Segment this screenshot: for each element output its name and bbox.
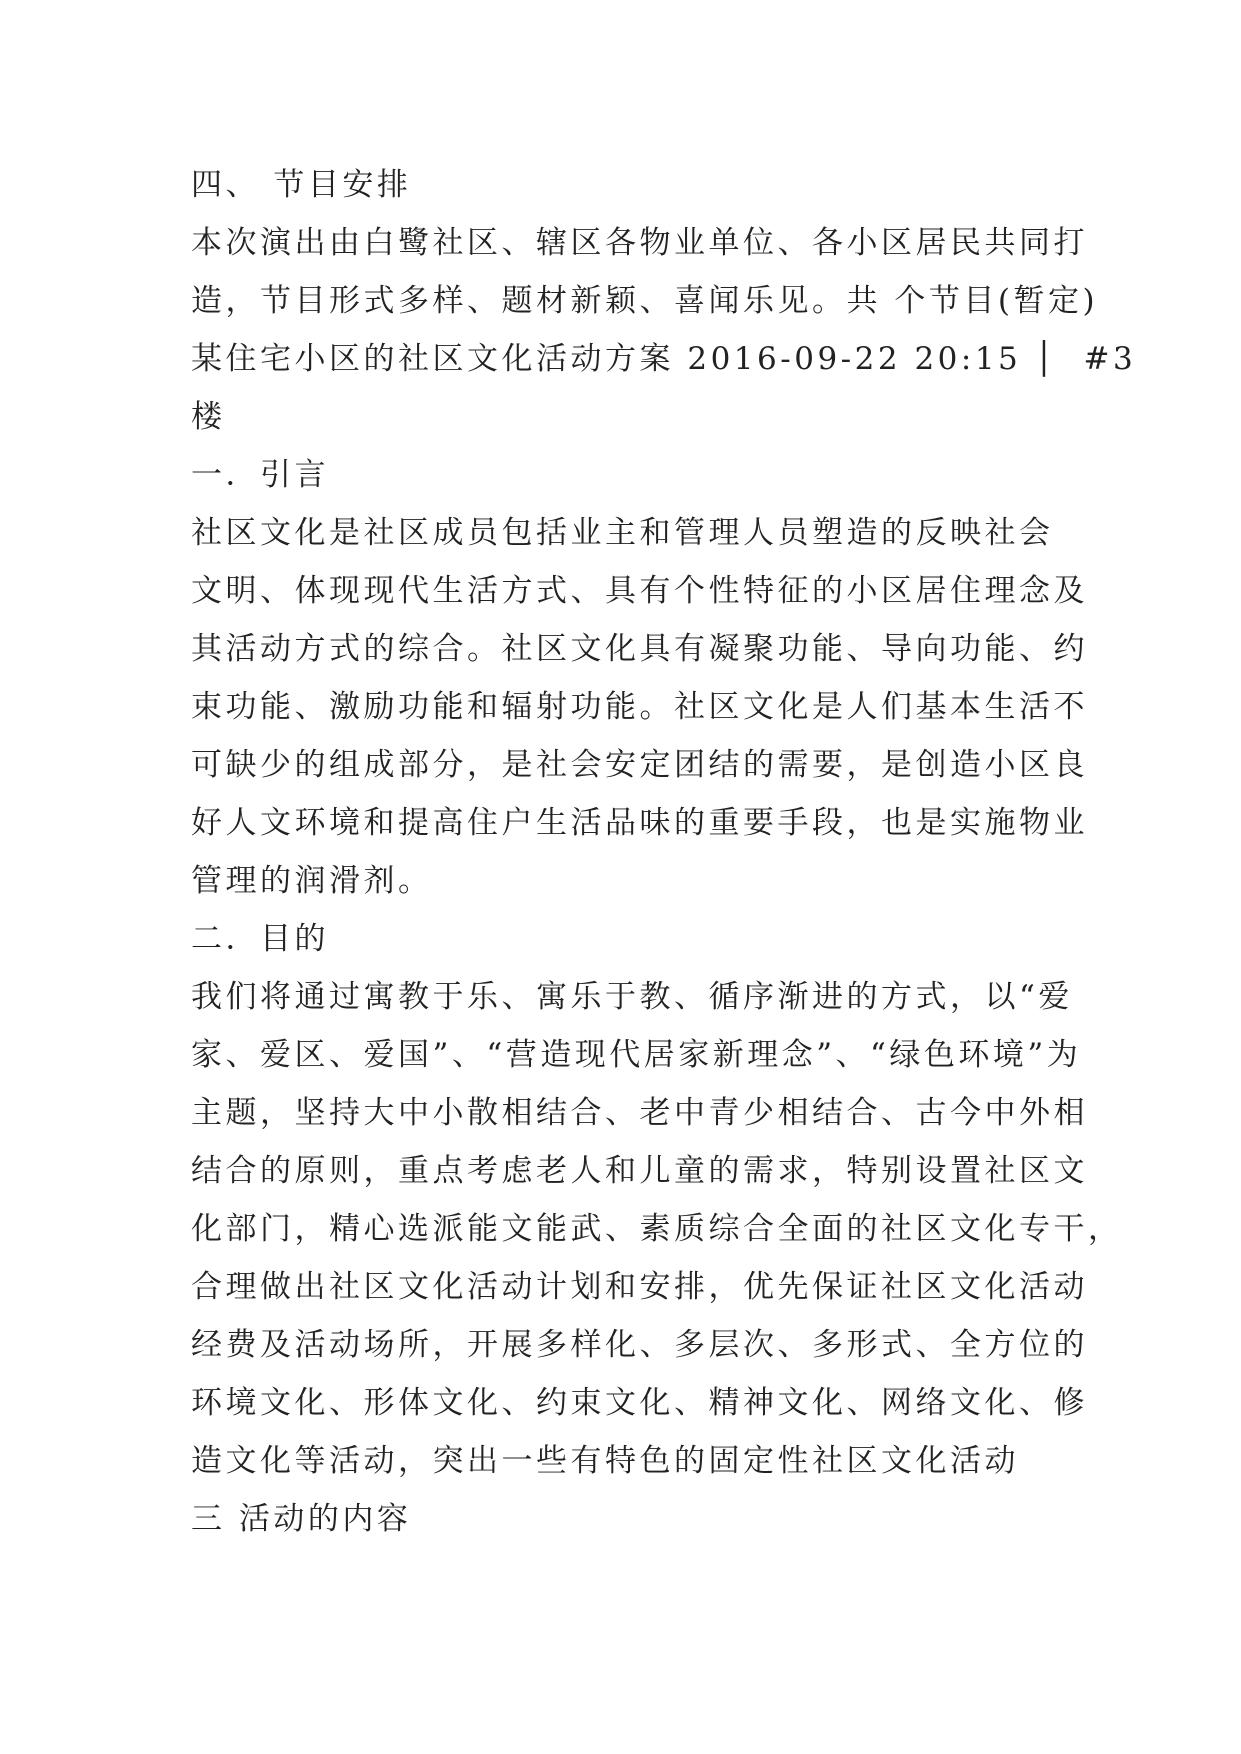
paragraph-line: 文明、体现现代生活方式、具有个性特征的小区居住理念及 xyxy=(191,573,1088,609)
section-heading-purpose: 二．目的 xyxy=(191,921,329,957)
section-heading-intro: 一．引言 xyxy=(191,457,329,493)
post-title-line: 某住宅小区的社区文化活动方案 2016-09-22 20:15 │ #3 xyxy=(191,341,1137,377)
paragraph-line: 造，节目形式多样、题材新颖、喜闻乐见。共 个节目(暂定) xyxy=(191,283,1099,319)
paragraph-line: 经费及活动场所，开展多样化、多层次、多形式、全方位的 xyxy=(191,1327,1088,1363)
post-floor-label: 楼 xyxy=(191,399,226,435)
paragraph-line: 我们将通过寓教于乐、寓乐于教、循序渐进的方式，以“爱 xyxy=(191,979,1073,1015)
paragraph-line: 好人文环境和提高住户生活品味的重要手段，也是实施物业 xyxy=(191,805,1088,841)
paragraph-line: 家、爱区、爱国”、“营造现代居家新理念”、“绿色环境”为 xyxy=(191,1037,1082,1073)
paragraph-line: 结合的原则，重点考虑老人和儿童的需求，特别设置社区文 xyxy=(191,1153,1088,1189)
paragraph-line: 造文化等活动，突出一些有特色的固定性社区文化活动 xyxy=(191,1443,1019,1479)
paragraph-line: 合理做出社区文化活动计划和安排，优先保证社区文化活动 xyxy=(191,1269,1088,1305)
section-heading-program: 四、 节目安排 xyxy=(191,167,412,203)
paragraph-line: 其活动方式的综合。社区文化具有凝聚功能、导向功能、约 xyxy=(191,631,1088,667)
paragraph-line: 束功能、激励功能和辐射功能。社区文化是人们基本生活不 xyxy=(191,689,1088,725)
paragraph-line: 化部门，精心选派能文能武、素质综合全面的社区文化专干， xyxy=(191,1211,1123,1247)
paragraph-line: 本次演出由白鹭社区、辖区各物业单位、各小区居民共同打 xyxy=(191,225,1088,261)
paragraph-line: 环境文化、形体文化、约束文化、精神文化、网络文化、修 xyxy=(191,1385,1088,1421)
paragraph-line: 主题，坚持大中小散相结合、老中青少相结合、古今中外相 xyxy=(191,1095,1088,1131)
paragraph-line: 社区文化是社区成员包括业主和管理人员塑造的反映社会 xyxy=(191,515,1054,551)
paragraph-line: 可缺少的组成部分，是社会安定团结的需要，是创造小区良 xyxy=(191,747,1088,783)
document-body xyxy=(191,156,1137,1548)
section-heading-content: 三 活动的内容 xyxy=(191,1501,412,1537)
paragraph-line: 管理的润滑剂。 xyxy=(191,863,433,899)
